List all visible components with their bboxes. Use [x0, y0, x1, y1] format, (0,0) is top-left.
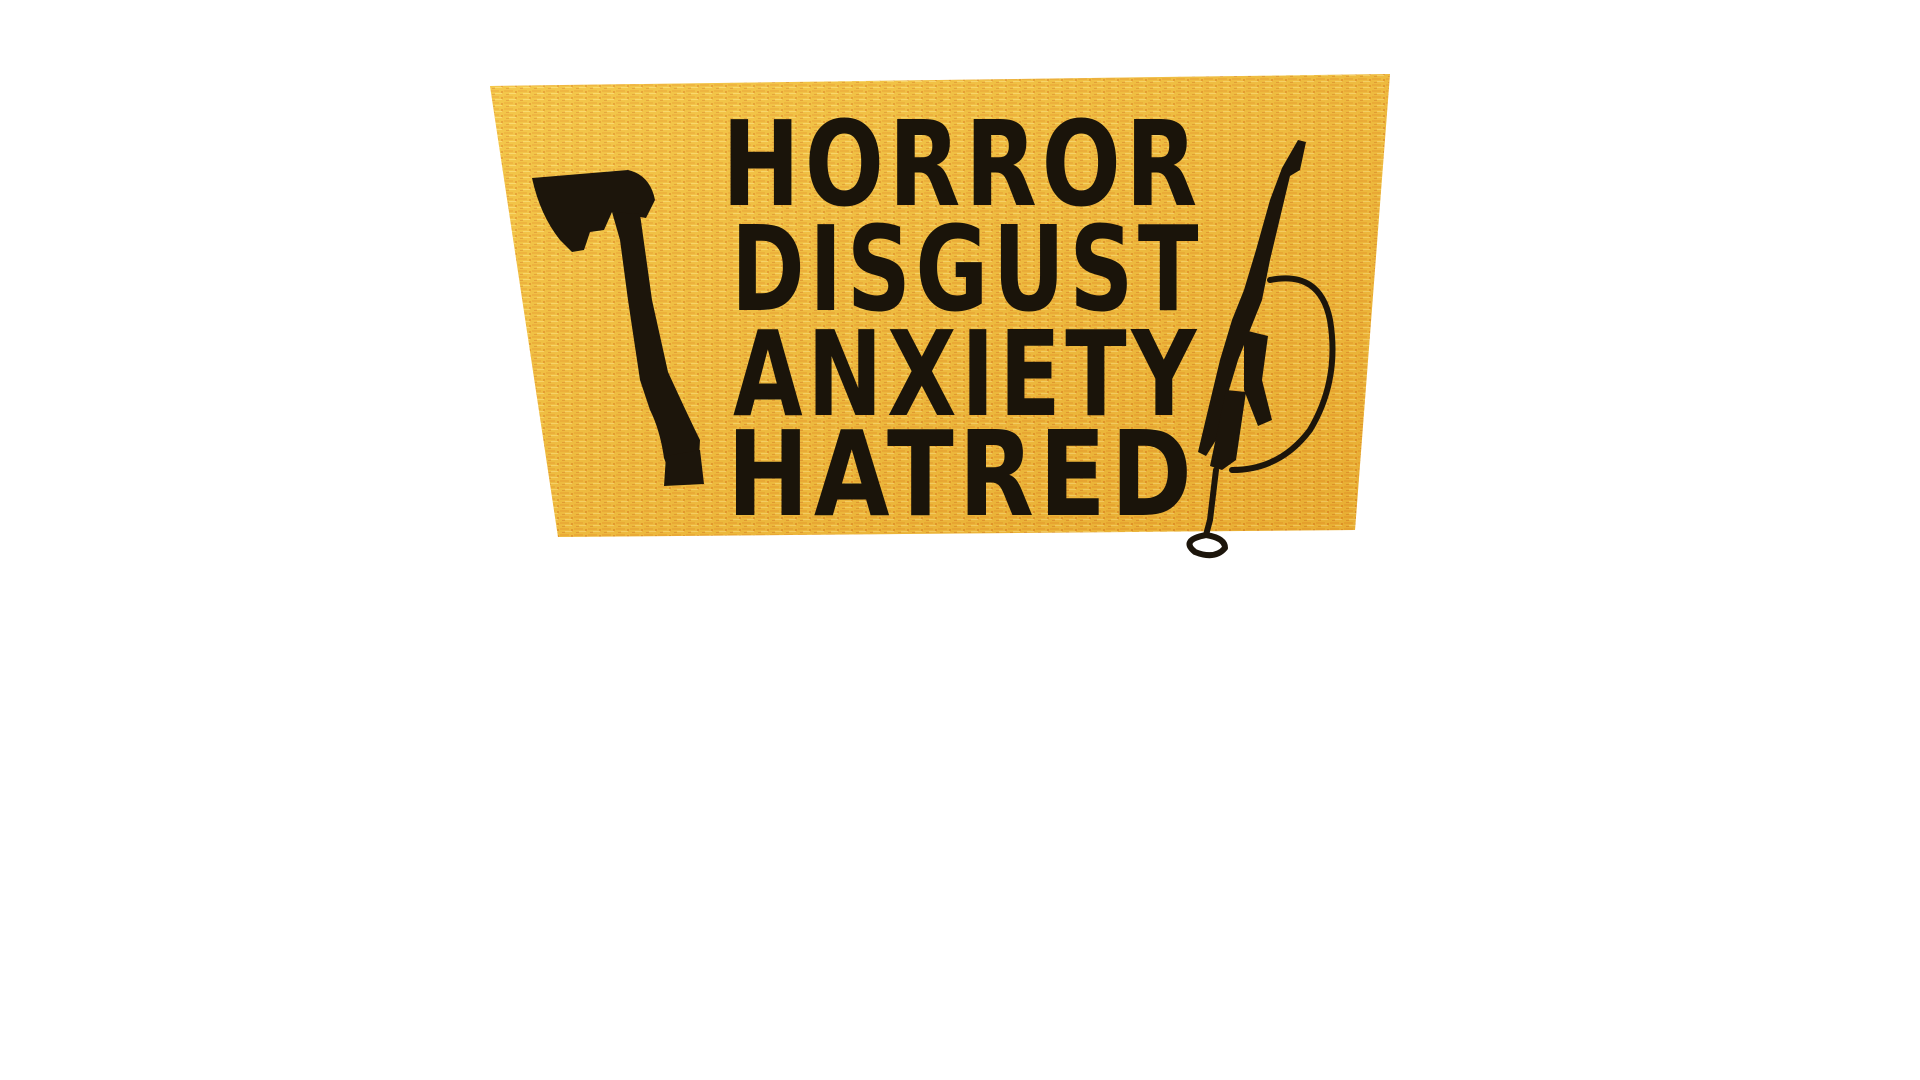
sign-line-disgust: DISGUST [731, 200, 1203, 338]
sign-line-horror: HORROR [722, 95, 1202, 233]
sign-line-anxiety: ANXIETY [733, 305, 1201, 443]
sign-line-hatred: HATRED [727, 405, 1197, 543]
